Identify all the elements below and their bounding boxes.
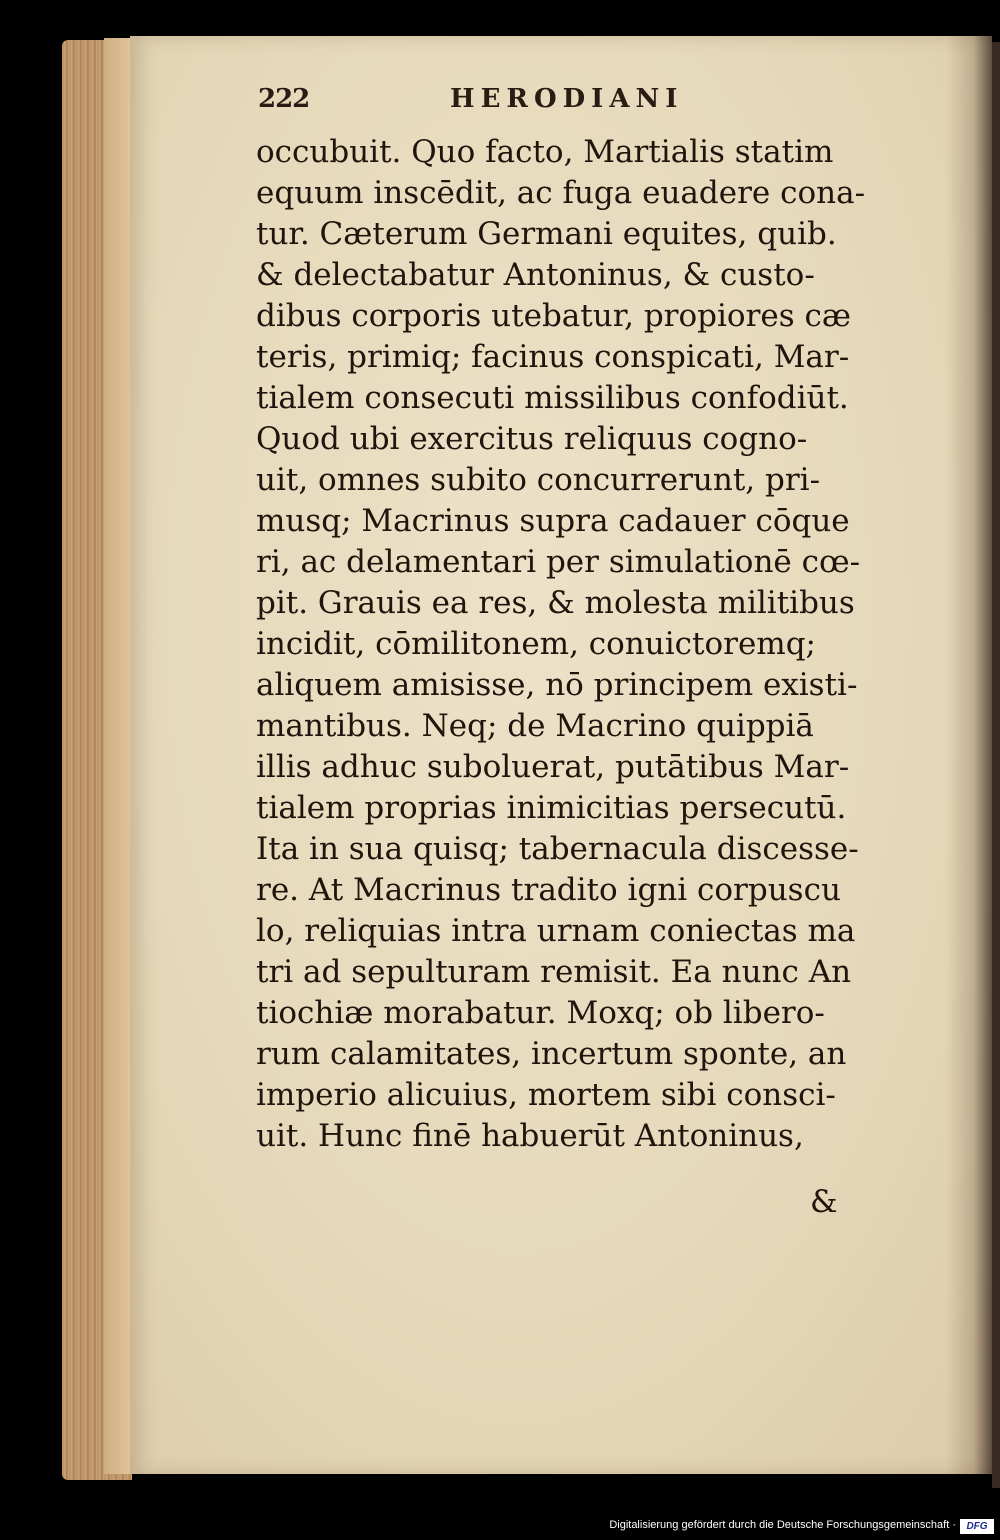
text-line: equum inscēdit, ac fuga euadere cona- xyxy=(256,175,866,211)
text-line: ri, ac delamentari per simulationē cœ- xyxy=(256,544,861,580)
text-line: tialem proprias inimicitias persecutū. xyxy=(256,790,847,826)
text-line: uit. Hunc finē habuerūt Antoninus, xyxy=(256,1118,804,1154)
running-head: HERODIANI xyxy=(450,84,684,114)
dfg-logo: DFG xyxy=(960,1519,994,1534)
text-line: Quod ubi exercitus reliquus cogno- xyxy=(256,421,808,457)
text-line: tur. Cæterum Germani equites, quib. xyxy=(256,216,837,252)
text-line: aliquem amisisse, nō principem existi- xyxy=(256,667,858,703)
text-line: & delectabatur Antoninus, & custo- xyxy=(256,257,815,293)
text-line: Ita in sua quisq; tabernacula discesse- xyxy=(256,831,859,867)
text-line: uit, omnes subito concurrerunt, pri- xyxy=(256,462,821,498)
text-line: teris, primiq; facinus conspicati, Mar- xyxy=(256,339,850,375)
text-line: dibus corporis utebatur, propiores cæ xyxy=(256,298,851,334)
text-line: tialem consecuti missilibus confodiūt. xyxy=(256,380,849,416)
funding-credit: Digitalisierung gefördert durch die Deutsche Forschungsgemeinschaft · xyxy=(609,1519,956,1531)
text-line: rum calamitates, incertum sponte, an xyxy=(256,1036,847,1072)
text-line: illis adhuc suboluerat, putātibus Mar- xyxy=(256,749,850,785)
page-number: 222 xyxy=(258,84,310,114)
spine-edge xyxy=(992,42,1000,1488)
text-line: tiochiæ morabatur. Moxq; ob libero- xyxy=(256,995,825,1031)
text-line: mantibus. Neq; de Macrino quippiā xyxy=(256,708,814,744)
page-header xyxy=(258,84,838,124)
text-line: musq; Macrinus supra cadauer cōque xyxy=(256,503,850,539)
body-text xyxy=(256,132,866,1157)
text-line: occubuit. Quo facto, Martialis statim xyxy=(256,134,834,170)
text-line: re. At Macrinus tradito igni corpuscu xyxy=(256,872,841,908)
page-gutter-shadow xyxy=(946,36,992,1474)
catchword: & xyxy=(810,1184,838,1220)
text-line: tri ad sepulturam remisit. Ea nunc An xyxy=(256,954,852,990)
text-line: pit. Grauis ea res, & molesta militibus xyxy=(256,585,855,621)
footer-bar xyxy=(0,1516,1000,1540)
text-line: incidit, cōmilitonem, conuictoremq; xyxy=(256,626,816,662)
text-line: imperio alicuius, mortem sibi consci- xyxy=(256,1077,836,1113)
text-line: lo, reliquias intra urnam coniectas ma xyxy=(256,913,856,949)
